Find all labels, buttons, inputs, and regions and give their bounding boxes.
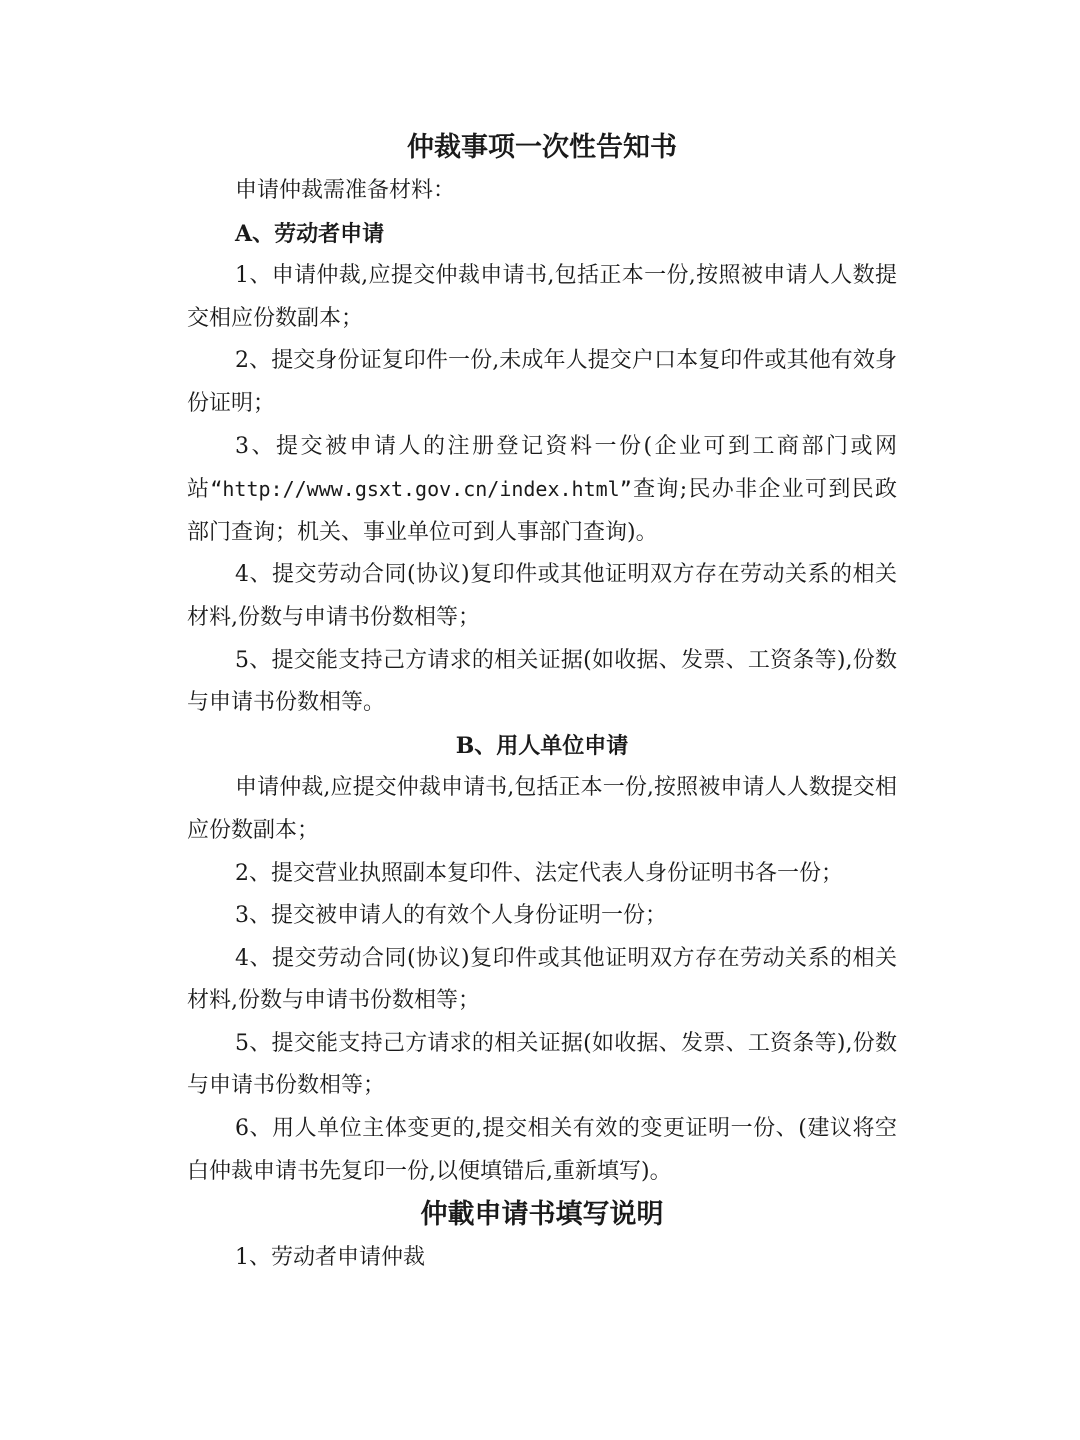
document-title: 仲裁事项一次性告知书 [407,132,677,163]
section-b-item-6: 6、用人单位主体变更的,提交相关有效的变更证明一份、(建议将空白仲裁申请书先复印一份,以便填错后,重新填写)。 [187,1116,897,1184]
section-b-item-3: 3、提交被申请人的有效个人身份证明一份； [235,903,667,929]
section-b-heading: B、用人单位申请 [455,732,629,759]
gsxt-url-text: “http://www.gsxt.gov.cn/index.html” [210,477,632,502]
section-a-item-3-prefix: 3、提交被申请人的注册登记资料一份(企业可到工商部门或网站 [187,433,897,503]
section-a-item-5: 5、提交能支持己方请求的相关证据(如收据、发票、工资条等),份数与申请书份数相等。 [187,647,897,716]
section-b-item-4: 4、提交劳动合同(协议)复印件或其他证明双方存在劳动关系的相关材料,份数与申请书份数相等； [187,945,897,1014]
section-a-item-1: 1、申请仲裁,应提交仲裁申请书,包括正本一份,按照被申请人人数提交相应份数副本； [187,263,897,331]
section-a-item-3 [187,426,897,555]
second-item-1: 1、劳动者申请仲裁 [235,1245,425,1271]
section-a-item-4: 4、提交劳动合同(协议)复印件或其他证明双方存在劳动关系的相关材料,份数与申请书份数相等； [187,562,897,630]
section-a-item-3-suffix: 查询;民办非企业可到民政部门查询；机关、事业单位可到人事部门查询)。 [187,477,897,545]
section-b-item-1: 申请仲裁,应提交仲裁申请书,包括正本一份,按照被申请人人数提交相应份数副本； [187,775,897,843]
section-a-heading: A、劳动者申请 [235,220,385,247]
section-a-item-2: 2、提交身份证复印件一份,未成年人提交户口本复印件或其他有效身份证明； [187,348,897,416]
section-b-item-5: 5、提交能支持己方请求的相关证据(如收据、发票、工资条等),份数与申请书份数相等； [187,1030,897,1099]
document-body [187,126,897,1280]
intro-text: 申请仲裁需准备材料： [235,178,456,203]
section-b-item-2: 2、提交营业执照副本复印件、法定代表人身份证明书各一份； [235,860,843,886]
second-title: 仲載申请书填写说明 [420,1199,664,1231]
